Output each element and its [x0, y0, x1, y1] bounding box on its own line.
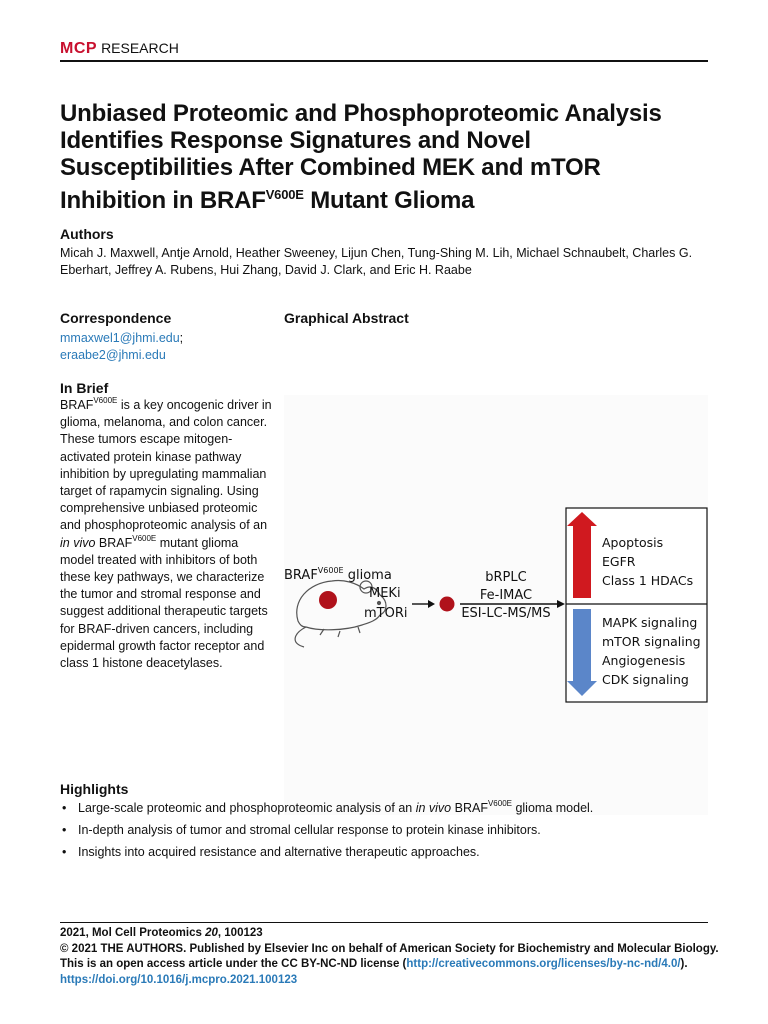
method-label-esilcms: ESI-LC-MS/MS — [461, 606, 551, 621]
authors-list: Micah J. Maxwell, Antje Arnold, Heather Sweeney, Lijun Chen, Tung-Shing M. Lih, Michael Schnaubelt, Charles G. Eberhart, Jeffrey A. Rubens, Hui Zhang, David J. Clark, and Eric H. Raabe — [60, 246, 693, 277]
license-link[interactable]: http://creativecommons.org/licenses/by-nc-nd/4.0/ — [406, 958, 681, 970]
highlight-item: • In-depth analysis of tumor and stromal cellular response to protein kinase inhibitors. — [62, 823, 541, 837]
bullet-icon: • — [62, 801, 67, 815]
license-notice: © 2021 THE AUTHORS. Published by Elsevier Inc on behalf of American Society for Biochemistry and Molecular Biology. This is an open access article under the CC BY-NC-ND license (http://creativecommons.org/licenses/by-nc-nd/4.0/). — [60, 942, 719, 970]
down-item-mtor: mTOR signaling — [602, 634, 701, 649]
citation: 2021, Mol Cell Proteomics 20, 100123 — [60, 927, 263, 939]
footer — [60, 926, 720, 988]
graphical-abstract-panel — [284, 395, 708, 815]
correspondence-emails — [60, 330, 270, 364]
email-link-1[interactable]: mmaxwel1@jhmi.edu — [60, 331, 180, 345]
model-label: $BRAF^{V600E}$ glioma — [284, 566, 392, 583]
bullet-icon: • — [62, 845, 67, 859]
tumor-dot — [319, 591, 337, 609]
journal-header — [60, 38, 179, 59]
treatment-label-meki: MEKi — [369, 586, 401, 601]
bullet-icon: • — [62, 823, 67, 837]
in-brief-heading: In Brief — [60, 380, 109, 396]
authors-heading: Authors — [60, 226, 114, 242]
correspondence-heading: Correspondence — [60, 310, 172, 326]
journal-logo: MCP — [60, 40, 98, 57]
graphical-abstract-figure — [284, 395, 708, 815]
up-item-egfr: EGFR — [602, 554, 636, 569]
title-text-end: Mutant Glioma — [303, 187, 475, 214]
email-separator: ; — [179, 331, 184, 345]
tumor-sample-dot — [440, 597, 455, 612]
title-superscript: V600E — [265, 187, 304, 202]
highlight-item: • Insights into acquired resistance and alternative therapeutic approaches. — [62, 845, 480, 859]
up-item-hdacs: Class 1 HDACs — [602, 573, 694, 588]
email-link-2[interactable]: eraabe2@jhmi.edu — [60, 348, 166, 362]
highlight-item: • Large-scale proteomic and phosphoproteomic analysis of an in vivo $BRAF^{V600E}$ glioma model. — [62, 799, 594, 815]
highlights-heading: Highlights — [60, 781, 129, 797]
section-label: RESEARCH — [101, 40, 179, 56]
up-item-apoptosis: Apoptosis — [602, 535, 664, 550]
down-item-cdk: CDK signaling — [602, 672, 689, 687]
title-text: Unbiased Proteomic and Phosphoproteomic Analysis Identifies Response Signatures and Novel Susceptibilities After Combined MEK and mTOR Inhibition in BRAF — [60, 100, 662, 214]
in-brief-text: $BRAF^{V600E}$ is a key oncogenic driver in glioma, melanoma, and colon cancer. These tumors escape mitogen-activated protein kinase pathway inhibition by upregulating mammalian target of rapamycin signaling. Using comprehensive unbiased proteomic and phosphoproteomic analysis of an in vivo $BRAF^{V600E}$ mutant glioma model treated with inhibitors of both these key pathways, we characterize the tumor and stromal response and suggest additional therapeutic targets for BRAF-driven cancers, including epidermal growth factor receptor and class 1 histone deacetylases. — [60, 396, 272, 671]
article-title — [60, 100, 708, 214]
arrow-head-2 — [557, 600, 565, 608]
down-item-angiogenesis: Angiogenesis — [602, 653, 686, 668]
highlights-list — [60, 800, 720, 866]
method-label-brplc: bRPLC — [485, 570, 527, 585]
footer-divider — [60, 922, 708, 923]
method-label-feimac: Fe-IMAC — [479, 588, 533, 603]
down-item-mapk: MAPK signaling — [602, 615, 698, 630]
doi-link[interactable]: https://doi.org/10.1016/j.mcpro.2021.100123 — [60, 973, 298, 986]
treatment-label-mtori: mTORi — [364, 606, 408, 621]
header-divider — [60, 60, 708, 62]
arrow-head-1 — [428, 600, 435, 608]
graphical-abstract-heading: Graphical Abstract — [284, 310, 409, 326]
